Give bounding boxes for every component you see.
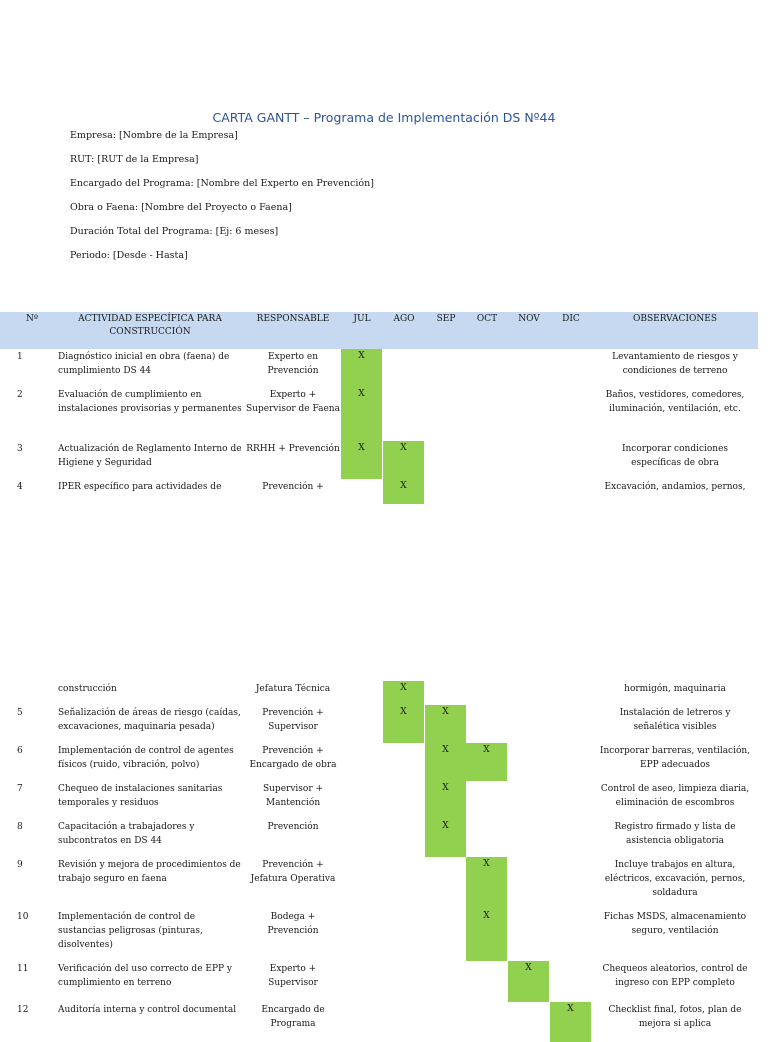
header-num: Nº [25, 314, 39, 324]
gantt-mark: X [400, 443, 407, 453]
gantt-mark: X [358, 443, 365, 453]
row-number: 8 [17, 822, 23, 832]
gantt-mark: X [567, 1004, 574, 1014]
gantt-mark: X [358, 389, 365, 399]
gantt-mark: X [400, 481, 407, 491]
meta-line: Duración Total del Programa: [Ej: 6 meses] [70, 226, 279, 237]
gantt-mark: X [525, 963, 532, 973]
row-number: 3 [17, 444, 23, 454]
row-activity: Auditoría interna y control documental [58, 1005, 237, 1015]
row-activity: Señalización de áreas de riesgo (caídas, excavaciones, maquinaria pesada) [58, 708, 241, 732]
gantt-mark: X [442, 745, 449, 755]
row-observations: Incorporar condiciones específicas de obra [621, 444, 729, 468]
row-responsible: Supervisor + Mantención [262, 784, 324, 808]
row-number: 11 [17, 964, 29, 974]
row-number: 1 [17, 352, 23, 362]
header-responsible: RESPONSABLE [256, 314, 330, 324]
row-activity: Evaluación de cumplimiento en instalaciones provisorias y permanentes [58, 390, 242, 414]
row-responsible: Prevención + Supervisor [262, 708, 324, 732]
header-month-dic: DIC [562, 314, 580, 324]
row-activity: Implementación de control de sustancias peligrosas (pinturas, disolventes) [58, 912, 203, 950]
gantt-mark: X [442, 783, 449, 793]
row-number: 4 [17, 482, 23, 492]
gantt-mark: X [442, 821, 449, 831]
gantt-mark: X [483, 745, 490, 755]
row-responsible: Bodega + Prevención [267, 912, 319, 936]
row-responsible: Experto en Prevención [267, 352, 319, 376]
row-observations: Fichas MSDS, almacenamiento seguro, ventilación [603, 912, 747, 936]
row-activity: IPER específico para actividades de [58, 482, 222, 492]
header-month-sep: SEP [436, 314, 456, 324]
header-activity: ACTIVIDAD ESPECÍFICA PARA CONSTRUCCIÓN [78, 314, 222, 337]
row-number: 9 [17, 860, 23, 870]
row-observations: Checklist final, fotos, plan de mejora si aplica [608, 1005, 742, 1029]
header-month-oct: OCT [476, 314, 498, 324]
row-activity: Diagnóstico inicial en obra (faena) de cumplimiento DS 44 [58, 352, 230, 376]
gantt-mark: X [442, 707, 449, 717]
row-observations: Instalación de letreros y señalética visibles [619, 708, 731, 732]
header-month-nov: NOV [518, 314, 540, 324]
row-activity: construcción [58, 684, 117, 694]
meta-line: RUT: [RUT de la Empresa] [70, 154, 199, 165]
row-responsible: Experto + Supervisor de Faena [246, 390, 340, 414]
gantt-mark: X [400, 707, 407, 717]
row-number: 7 [17, 784, 23, 794]
row-observations: Incluye trabajos en altura, eléctricos, excavación, pernos, soldadura [604, 860, 746, 898]
row-observations: hormigón, maquinaria [624, 684, 726, 694]
row-observations: Chequeos aleatorios, control de ingreso con EPP completo [602, 964, 748, 988]
row-observations: Levantamiento de riesgos y condiciones de terreno [612, 352, 738, 376]
gantt-mark: X [358, 351, 365, 361]
row-responsible: Jefatura Técnica [255, 684, 331, 694]
gantt-mark: X [483, 859, 490, 869]
meta-line: Empresa: [Nombre de la Empresa] [70, 130, 238, 141]
row-responsible: Prevención + Jefatura Operativa [250, 860, 336, 884]
meta-line: Encargado del Programa: [Nombre del Experto en Prevención] [70, 178, 374, 189]
row-activity: Capacitación a trabajadores y subcontratos en DS 44 [58, 822, 195, 846]
row-observations: Registro firmado y lista de asistencia obligatoria [614, 822, 736, 846]
row-activity: Revisión y mejora de procedimientos de trabajo seguro en faena [58, 860, 241, 884]
header-observations: OBSERVACIONES [632, 314, 717, 324]
document-title: CARTA GANTT – Programa de Implementación DS Nº44 [212, 110, 556, 125]
row-activity: Implementación de control de agentes físicos (ruido, vibración, polvo) [58, 746, 234, 770]
row-number: 6 [17, 746, 23, 756]
gantt-mark: X [483, 911, 490, 921]
row-responsible: Prevención [267, 822, 319, 832]
row-number: 10 [17, 912, 29, 922]
header-month-ago: AGO [393, 314, 415, 324]
row-activity: Actualización de Reglamento Interno de Higiene y Seguridad [58, 444, 242, 468]
gantt-mark: X [400, 683, 407, 693]
row-observations: Baños, vestidores, comedores, iluminación, ventilación, etc. [605, 390, 745, 414]
row-responsible: Encargado de Programa [261, 1005, 325, 1029]
row-number: 12 [17, 1005, 29, 1015]
meta-line: Periodo: [Desde - Hasta] [70, 250, 188, 261]
row-observations: Incorporar barreras, ventilación, EPP adecuados [599, 746, 751, 770]
row-number: 2 [17, 390, 23, 400]
row-observations: Control de aseo, limpieza diaria, eliminación de escombros [600, 784, 750, 808]
row-activity: Verificación del uso correcto de EPP y cumplimiento en terreno [58, 964, 233, 988]
row-number: 5 [17, 708, 23, 718]
row-activity: Chequeo de instalaciones sanitarias temporales y residuos [58, 784, 223, 808]
header-month-jul: JUL [353, 314, 371, 324]
row-responsible: Experto + Supervisor [268, 964, 318, 988]
row-responsible: Prevención + [262, 482, 324, 492]
meta-line: Obra o Faena: [Nombre del Proyecto o Faena] [70, 202, 292, 213]
row-responsible: Prevención + Encargado de obra [249, 746, 337, 770]
row-responsible: RRHH + Prevención [246, 444, 340, 454]
row-observations: Excavación, andamios, pernos, [604, 482, 746, 492]
